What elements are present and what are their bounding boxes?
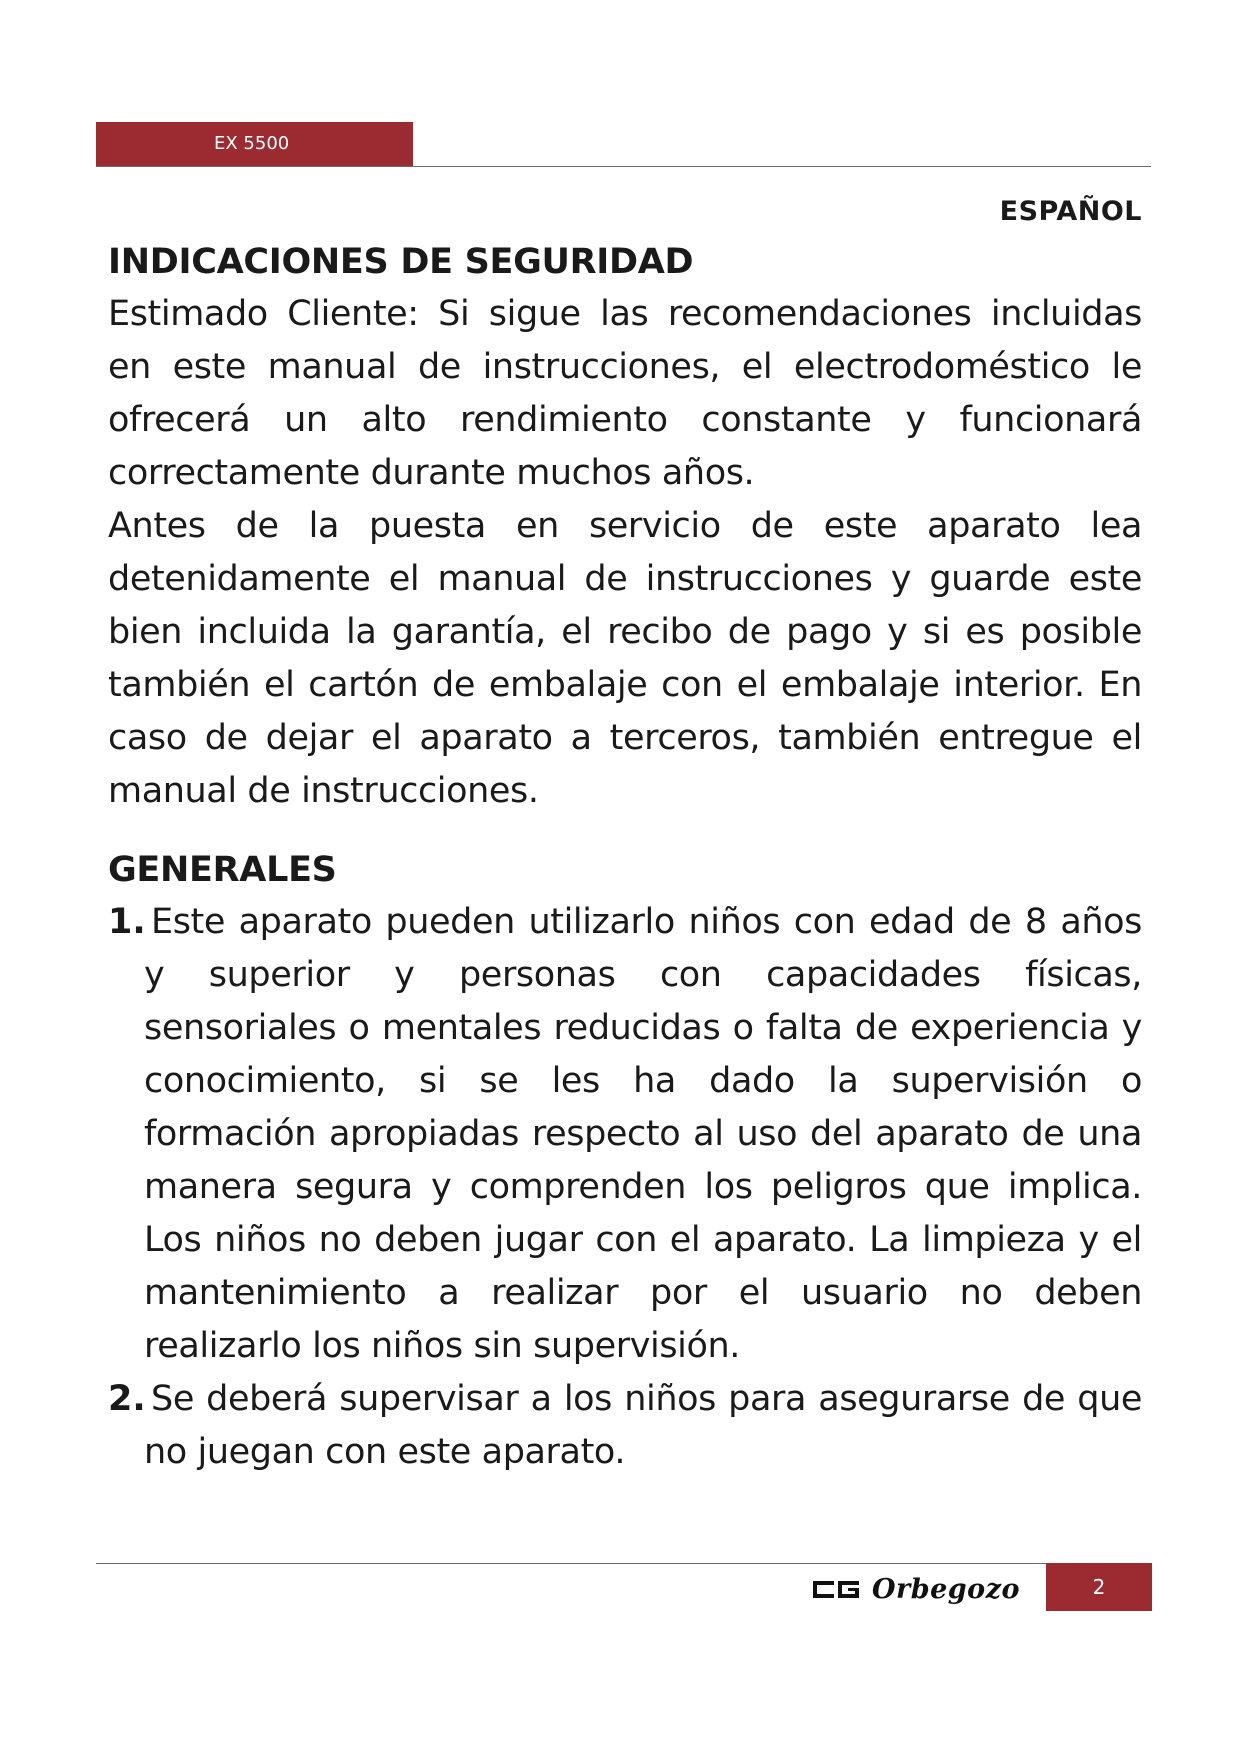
- header-divider: [96, 166, 1151, 167]
- intro-paragraph: Estimado Cliente: Si sigue las recomendaciones incluidas en este manual de instrucciones, el electrodoméstico le ofrecerá un alto rendimiento constante y funcionará correctamente durante muchos años.: [108, 294, 1142, 493]
- brand-logo: [812, 1569, 1020, 1609]
- brand-name: Orbegozo: [872, 1573, 1021, 1605]
- model-header-tab: [96, 122, 413, 166]
- item-text: Se deberá supervisar a los niños para asegurarse de que no juegan con este aparato.: [144, 1379, 1142, 1472]
- page-number-badge: [1046, 1563, 1152, 1611]
- brand-mark-icon: [812, 1578, 860, 1600]
- item-text: Este aparato pueden utilizarlo niños con edad de 8 años y superior y personas con capacidades físicas, sensoriales o mentales reducidas o falta de experiencia y conocimiento, si se les ha dado la supervisión o formación apropiadas respecto al uso del aparato de una manera segura y comprenden los peligros que implica. Los niños no deben jugar con el aparato. La limpieza y el mantenimiento a realizar por el usuario no deben realizarlo los niños sin supervisión.: [144, 902, 1142, 1366]
- language-label: ESPAÑOL: [999, 196, 1142, 227]
- footer-divider: [96, 1563, 1151, 1564]
- model-label: EX 5500: [214, 133, 290, 154]
- item-number: 2.: [108, 1379, 146, 1419]
- general-title: GENERALES: [108, 850, 337, 890]
- item-number: 1.: [108, 902, 146, 942]
- safety-title: INDICACIONES DE SEGURIDAD: [108, 242, 694, 282]
- page-number: 2: [1092, 1575, 1106, 1599]
- page-content: [108, 236, 1142, 1479]
- instructions-paragraph: Antes de la puesta en servicio de este aparato lea detenidamente el manual de instrucciones y guarde este bien incluida la garantía, el recibo de pago y si es posible también el cartón de embalaje con el embalaje interior. En caso de dejar el aparato a terceros, también entregue el manual de instrucciones.: [108, 506, 1142, 811]
- list-item: [108, 896, 1142, 1373]
- list-item: [108, 1373, 1142, 1479]
- general-list: [108, 896, 1142, 1479]
